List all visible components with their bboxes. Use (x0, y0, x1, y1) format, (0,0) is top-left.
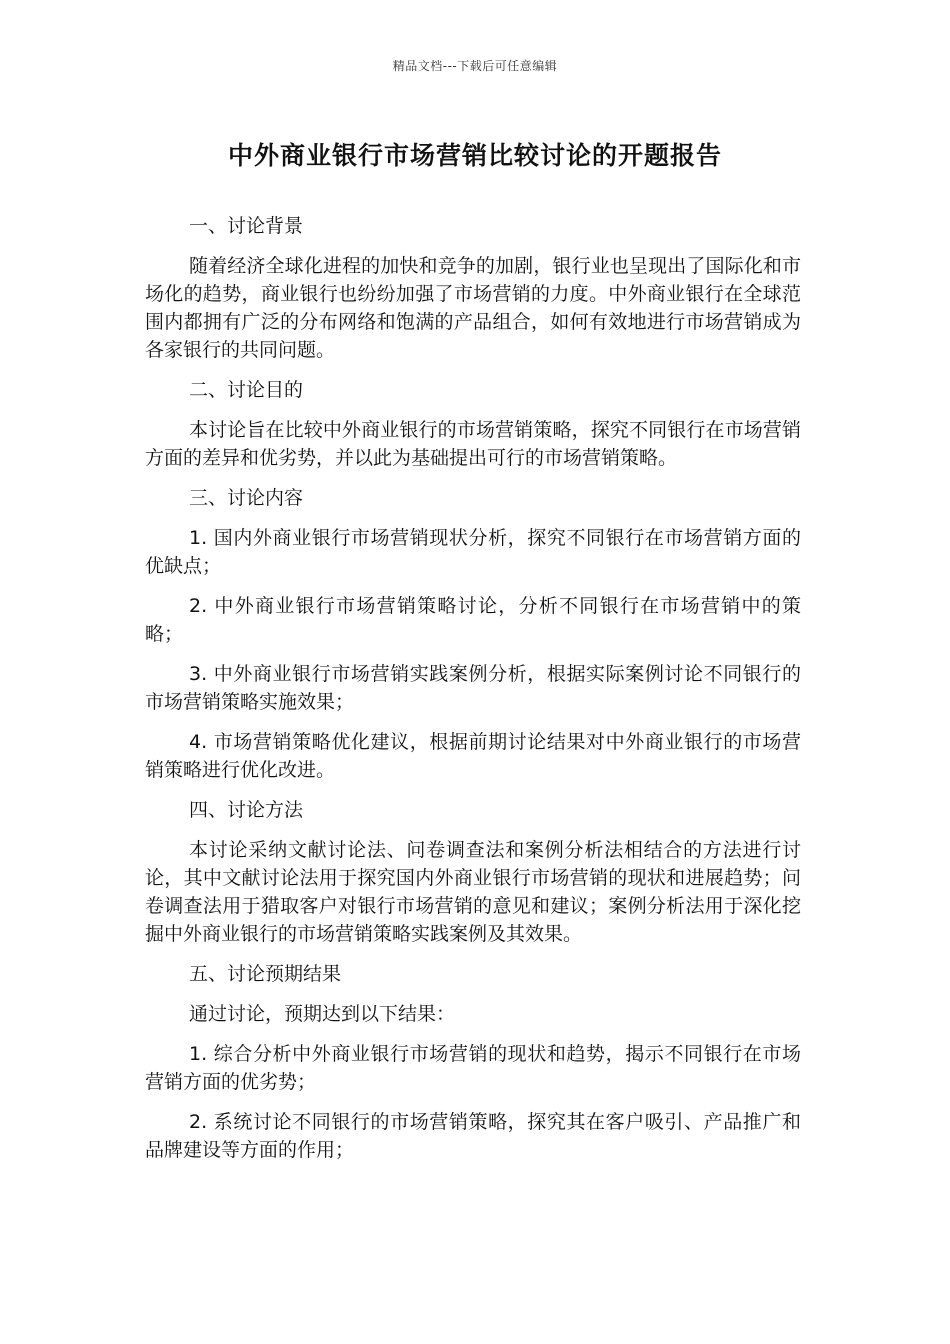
section-heading-content: 三、讨论内容 (189, 487, 304, 509)
list-item-content-3: 3. 中外商业银行市场营销实践案例分析，根据实际案例讨论不同银行的市场营销策略实施效果； (145, 663, 801, 713)
section-heading-purpose: 二、讨论目的 (189, 379, 304, 401)
paragraph-results-intro: 通过讨论，预期达到以下结果： (189, 1003, 456, 1025)
list-item-result-2: 2. 系统讨论不同银行的市场营销策略，探究其在客户吸引、产品推广和品牌建设等方面的作用； (145, 1111, 801, 1161)
section-heading-method: 四、讨论方法 (189, 799, 304, 821)
list-item-result-1: 1. 综合分析中外商业银行市场营销的现状和趋势，揭示不同银行在市场营销方面的优劣势； (145, 1043, 801, 1093)
paragraph-background: 随着经济全球化进程的加快和竞争的加剧，银行业也呈现出了国际化和市场化的趋势，商业银行也纷纷加强了市场营销的力度。中外商业银行在全球范围内都拥有广泛的分布网络和饱满的产品组合，如何有效地进行市场营销成为各家银行的共同问题。 (145, 255, 801, 361)
list-item-content-2: 2. 中外商业银行市场营销策略讨论，分析不同银行在市场营销中的策略； (145, 595, 801, 645)
section-heading-expected-results: 五、讨论预期结果 (189, 963, 342, 985)
header-note: 精品文档---下载后可任意编辑 (392, 59, 558, 73)
document-body (145, 212, 801, 1176)
paragraph-purpose: 本讨论旨在比较中外商业银行的市场营销策略，探究不同银行在市场营销方面的差异和优劣势，并以此为基础提出可行的市场营销策略。 (145, 419, 801, 469)
paragraph-method: 本讨论采纳文献讨论法、问卷调查法和案例分析法相结合的方法进行讨论，其中文献讨论法用于探究国内外商业银行市场营销的现状和进展趋势；问卷调查法用于猎取客户对银行市场营销的意见和建议；案例分析法用于深化挖掘中外商业银行的市场营销策略实践案例及其效果。 (145, 839, 801, 945)
document-title: 中外商业银行市场营销比较讨论的开题报告 (227, 141, 722, 170)
section-heading-background: 一、讨论背景 (189, 215, 304, 237)
list-item-content-1: 1. 国内外商业银行市场营销现状分析，探究不同银行在市场营销方面的优缺点； (145, 527, 801, 577)
list-item-content-4: 4. 市场营销策略优化建议，根据前期讨论结果对中外商业银行的市场营销策略进行优化改进。 (145, 731, 801, 781)
